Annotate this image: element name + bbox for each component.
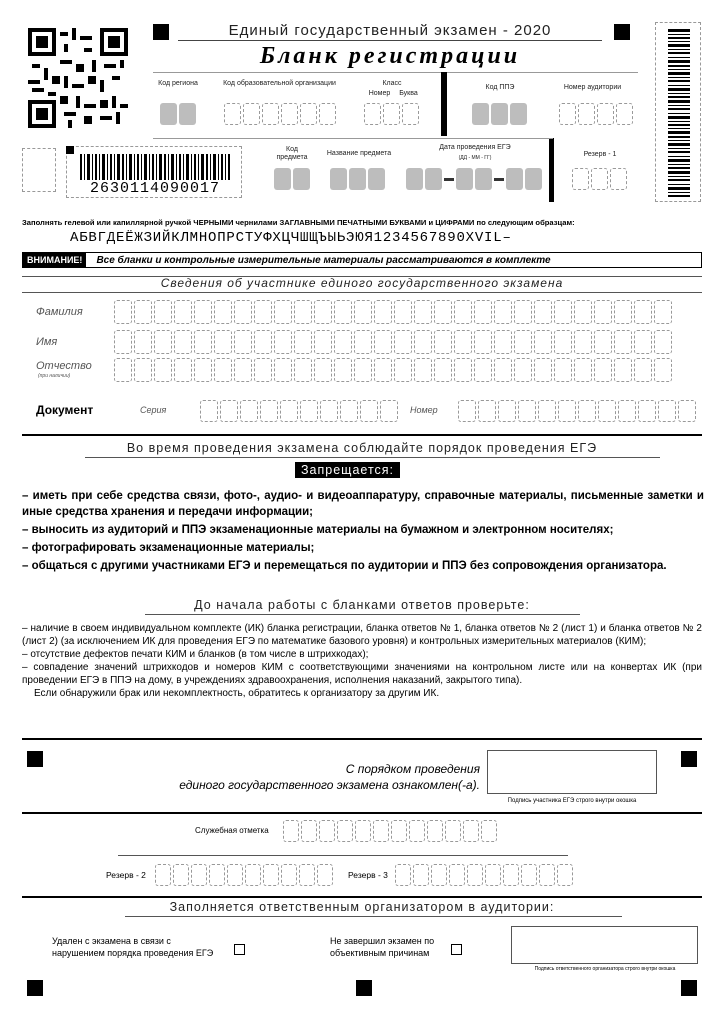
input-cell[interactable] [514, 300, 532, 324]
input-cell[interactable] [534, 330, 552, 354]
input-cell[interactable] [374, 330, 392, 354]
region-code-label: Код региона [158, 80, 198, 87]
input-cell[interactable] [614, 300, 632, 324]
input-cell[interactable] [518, 400, 536, 422]
input-cell[interactable] [445, 820, 461, 842]
input-cell[interactable] [155, 864, 171, 886]
input-cell[interactable] [634, 300, 652, 324]
input-cell[interactable] [431, 864, 447, 886]
page-title: Единый государственный экзамен - 2020 [228, 22, 552, 39]
input-cell[interactable] [485, 864, 501, 886]
reserve-3-label: Резерв - 3 [348, 870, 388, 880]
input-cell[interactable] [294, 358, 312, 382]
organizer-signature-box[interactable] [511, 926, 698, 964]
input-cell[interactable] [467, 864, 483, 886]
input-cell[interactable] [314, 358, 332, 382]
form-subtitle: Бланк регистрации [259, 43, 521, 69]
input-cell[interactable] [494, 330, 512, 354]
room-number-cells [559, 103, 633, 125]
input-cell[interactable] [214, 300, 232, 324]
input-cell[interactable] [521, 864, 537, 886]
input-cell[interactable] [458, 400, 476, 422]
sample-characters: АБВГДЕЁЖЗИЙКЛМНОПРСТУФХЦЧШЩЪЫЬЭЮЯ1234567890XVIL– [70, 230, 512, 246]
corner-marker-bottom-center [356, 980, 372, 996]
check-item: – отсутствие дефектов печати КИМ и бланков (в том числе в штрихкодах); [22, 649, 369, 660]
reserve-1-cells [572, 168, 627, 190]
input-cell[interactable] [413, 864, 429, 886]
room-number-label: Номер аудитории [563, 84, 622, 91]
input-cell[interactable] [174, 330, 192, 354]
surname-cells[interactable] [114, 300, 672, 324]
subject-code-cells [274, 168, 310, 190]
input-cell[interactable] [395, 864, 411, 886]
reserve-2-cells[interactable] [155, 864, 333, 886]
forbidden-label: Запрещается: [295, 462, 400, 478]
forbidden-list [22, 488, 704, 574]
reserve-1-label: Резерв - 1 [583, 151, 617, 158]
input-cell[interactable] [638, 400, 656, 422]
barcode-number: 2630114090017 [89, 180, 221, 197]
input-cell[interactable] [174, 300, 192, 324]
input-cell[interactable] [474, 358, 492, 382]
corner-marker-mid-right [681, 751, 697, 767]
input-cell[interactable] [380, 400, 398, 422]
number-cells[interactable] [458, 400, 696, 422]
input-cell[interactable] [594, 330, 612, 354]
input-cell[interactable] [280, 400, 298, 422]
input-cell[interactable] [474, 330, 492, 354]
input-cell[interactable] [314, 330, 332, 354]
input-cell[interactable] [481, 820, 497, 842]
subject-name-cells [330, 168, 385, 190]
input-cell[interactable] [281, 864, 297, 886]
document-label: Документ [36, 403, 94, 417]
barcode-icon [80, 154, 230, 180]
input-cell[interactable] [578, 400, 596, 422]
input-cell[interactable] [294, 300, 312, 324]
input-cell[interactable] [414, 358, 432, 382]
input-cell[interactable] [134, 358, 152, 382]
corner-marker-bottom-left [27, 980, 43, 996]
input-cell[interactable] [494, 358, 512, 382]
name-label: Имя [36, 336, 58, 348]
corner-marker-bottom-right [681, 980, 697, 996]
input-cell[interactable] [454, 300, 472, 324]
input-cell[interactable] [214, 330, 232, 354]
check-item: – наличие в своем индивидуальном комплекте (ИК) бланка регистрации, бланка ответов № 1, бланка ответов № 2 (лист 1) и бланка ответов № 2 (лист 2) (за исключением ИК для проведения ЕГЭ по математике базового уровня) и контрольных измерительных материалов (КИМ); [22, 623, 702, 647]
organizer-signature-caption: Подпись ответственного организатора строго внутри окошка [534, 966, 676, 972]
input-cell[interactable] [274, 330, 292, 354]
input-cell[interactable] [194, 300, 212, 324]
input-cell[interactable] [300, 400, 318, 422]
input-cell[interactable] [634, 330, 652, 354]
input-cell[interactable] [294, 330, 312, 354]
vertical-barcode [655, 22, 701, 202]
name-cells[interactable] [114, 330, 672, 354]
input-cell[interactable] [434, 358, 452, 382]
input-cell[interactable] [534, 358, 552, 382]
input-cell[interactable] [234, 358, 252, 382]
input-cell[interactable] [209, 864, 225, 886]
input-cell[interactable] [558, 400, 576, 422]
input-cell[interactable] [191, 864, 207, 886]
participant-signature-box[interactable] [487, 750, 657, 794]
input-cell[interactable] [409, 820, 425, 842]
input-cell[interactable] [220, 400, 238, 422]
input-cell[interactable] [654, 330, 672, 354]
corner-marker-mid-left [27, 751, 43, 767]
patronymic-cells[interactable] [114, 358, 672, 382]
input-cell[interactable] [554, 330, 572, 354]
attention-text: Все бланки и контрольные измерительные материалы рассматриваются в комплекте [96, 254, 551, 266]
input-cell[interactable] [594, 300, 612, 324]
check-item: Если обнаружили брак или некомплектность, обратитесь к организатору за другим ИК. [34, 688, 440, 699]
input-cell[interactable] [254, 330, 272, 354]
surname-label: Фамилия [36, 306, 83, 318]
acknowledgement-line1: С порядком проведения [345, 762, 480, 776]
forbidden-item: – выносить из аудиторий и ППЭ экзаменационные материалы на бумажном и электронном носителях; [22, 524, 614, 536]
input-cell[interactable] [354, 358, 372, 382]
organizer-title: Заполняется ответственным организатором в аудитории: [169, 900, 555, 914]
input-cell[interactable] [299, 864, 315, 886]
input-cell[interactable] [355, 820, 371, 842]
forbidden-item: – фотографировать экзаменационные материалы; [22, 542, 315, 554]
participant-section-title: Сведения об участнике единого государственного экзамена [160, 276, 564, 290]
input-cell[interactable] [334, 358, 352, 382]
input-cell[interactable] [194, 330, 212, 354]
input-cell[interactable] [574, 330, 592, 354]
input-cell[interactable] [634, 358, 652, 382]
attention-banner [22, 252, 702, 268]
input-cell[interactable] [173, 864, 189, 886]
input-cell[interactable] [314, 300, 332, 324]
attention-label: ВНИМАНИЕ! [23, 253, 86, 267]
input-cell[interactable] [317, 864, 333, 886]
input-cell[interactable] [478, 400, 496, 422]
input-cell[interactable] [554, 300, 572, 324]
ppe-code-label: Код ППЭ [485, 84, 515, 91]
input-cell[interactable] [245, 864, 261, 886]
input-cell[interactable] [427, 820, 443, 842]
number-label: Номер [410, 405, 438, 415]
exam-date-format: (ДД - ММ - ГГ) [458, 155, 492, 161]
input-cell[interactable] [134, 330, 152, 354]
input-cell[interactable] [274, 300, 292, 324]
check-title: До начала работы с бланками ответов проверьте: [194, 598, 530, 612]
input-cell[interactable] [340, 400, 358, 422]
input-cell[interactable] [474, 300, 492, 324]
input-cell[interactable] [494, 300, 512, 324]
input-cell[interactable] [254, 358, 272, 382]
input-cell[interactable] [539, 864, 555, 886]
series-label: Серия [140, 405, 167, 415]
input-cell[interactable] [414, 300, 432, 324]
input-cell[interactable] [374, 358, 392, 382]
input-cell[interactable] [574, 358, 592, 382]
forbidden-item: – иметь при себе средства связи, фото-, аудио- и видеоаппаратуру, справочные материалы, письменные заметки и иные средства хранения и передачи информации; [22, 490, 704, 518]
series-cells[interactable] [200, 400, 398, 422]
corner-marker-top-left [153, 24, 169, 40]
input-cell[interactable] [594, 358, 612, 382]
input-cell[interactable] [354, 300, 372, 324]
input-cell[interactable] [414, 330, 432, 354]
input-cell[interactable] [391, 820, 407, 842]
input-cell[interactable] [320, 400, 338, 422]
reserve-2-label: Резерв - 2 [106, 870, 146, 880]
input-cell[interactable] [114, 358, 132, 382]
input-cell[interactable] [234, 330, 252, 354]
check-list [22, 622, 702, 700]
input-cell[interactable] [134, 300, 152, 324]
input-cell[interactable] [114, 300, 132, 324]
exam-date-cells [406, 168, 542, 190]
input-cell[interactable] [394, 300, 412, 324]
forbidden-item: – общаться с другими участниками ЕГЭ и перемещаться по аудитории и ППЭ без сопровождения организатора. [22, 560, 667, 572]
not-finished-label: Не завершил экзамен по объективным причинам [330, 936, 435, 958]
fill-rules-text: Заполнять гелевой или капиллярной ручкой ЧЕРНЫМИ чернилами ЗАГЛАВНЫМИ ПЕЧАТНЫМИ БУКВАМИ и ЦИФРАМИ по следующим образцам: [22, 218, 575, 227]
input-cell[interactable] [254, 300, 272, 324]
input-cell[interactable] [260, 400, 278, 422]
input-cell[interactable] [454, 358, 472, 382]
rules-title: Во время проведения экзамена соблюдайте порядок проведения ЕГЭ [126, 441, 598, 455]
input-cell[interactable] [337, 820, 353, 842]
service-mark-cells[interactable] [283, 820, 497, 842]
input-cell[interactable] [394, 330, 412, 354]
input-cell[interactable] [283, 820, 299, 842]
input-cell[interactable] [498, 400, 516, 422]
input-cell[interactable] [334, 300, 352, 324]
input-cell[interactable] [174, 358, 192, 382]
input-cell[interactable] [373, 820, 389, 842]
region-code-cells [160, 103, 196, 125]
exam-date-label: Дата проведения ЕГЭ [439, 144, 511, 151]
input-cell[interactable] [234, 300, 252, 324]
qr-code-icon [28, 28, 128, 128]
input-cell[interactable] [654, 300, 672, 324]
input-cell[interactable] [227, 864, 243, 886]
input-cell[interactable] [334, 330, 352, 354]
qr-reserve-box [22, 148, 56, 192]
input-cell[interactable] [434, 300, 452, 324]
input-cell[interactable] [374, 300, 392, 324]
subject-code-label: Код предмета [276, 146, 308, 161]
check-item: – совпадение значений штрихкодов и номеров КИМ с соответствующими значениями на контрольном листе или на конвертах ИК (при проведении ЕГЭ в ППЭ на дому, в учреждениях здравоохранения, исполнения наказаний, закрытого типа). [22, 662, 702, 686]
input-cell[interactable] [154, 330, 172, 354]
input-cell[interactable] [434, 330, 452, 354]
input-cell[interactable] [301, 820, 317, 842]
participant-signature-caption: Подпись участника ЕГЭ строго внутри окошка [507, 798, 637, 804]
input-cell[interactable] [274, 358, 292, 382]
class-number-label: Номер [368, 90, 391, 97]
class-cells [364, 103, 419, 125]
ppe-code-cells [472, 103, 527, 125]
input-cell[interactable] [538, 400, 556, 422]
patronymic-label: Отчество [36, 360, 92, 372]
input-cell[interactable] [463, 820, 479, 842]
input-cell[interactable] [449, 864, 465, 886]
input-cell[interactable] [354, 330, 372, 354]
subject-name-label: Название предмета [326, 150, 392, 157]
org-code-cells [224, 103, 336, 125]
input-cell[interactable] [614, 358, 632, 382]
input-cell[interactable] [557, 864, 573, 886]
input-cell[interactable] [614, 330, 632, 354]
input-cell[interactable] [618, 400, 636, 422]
input-cell[interactable] [154, 358, 172, 382]
input-cell[interactable] [598, 400, 616, 422]
input-cell[interactable] [319, 820, 335, 842]
class-label: Класс [382, 80, 402, 87]
input-cell[interactable] [534, 300, 552, 324]
input-cell[interactable] [154, 300, 172, 324]
input-cell[interactable] [658, 400, 676, 422]
input-cell[interactable] [514, 330, 532, 354]
removed-checkbox[interactable] [234, 944, 245, 955]
input-cell[interactable] [263, 864, 279, 886]
input-cell[interactable] [360, 400, 378, 422]
input-cell[interactable] [678, 400, 696, 422]
not-finished-checkbox[interactable] [451, 944, 462, 955]
barcode-icon [668, 29, 690, 197]
service-mark-label: Служебная отметка [195, 826, 269, 835]
class-letter-label: Буква [399, 90, 418, 97]
input-cell[interactable] [114, 330, 132, 354]
input-cell[interactable] [574, 300, 592, 324]
input-cell[interactable] [503, 864, 519, 886]
input-cell[interactable] [454, 330, 472, 354]
removed-label: Удален с экзамена в связи с нарушением порядка проведения ЕГЭ [52, 936, 214, 958]
input-cell[interactable] [514, 358, 532, 382]
acknowledgement-line2: единого государственного экзамена ознакомлен(-а). [179, 778, 480, 792]
corner-marker-top-right [614, 24, 630, 40]
patronymic-note: (при наличии) [38, 373, 71, 379]
input-cell[interactable] [214, 358, 232, 382]
input-cell[interactable] [240, 400, 258, 422]
org-code-label: Код образовательной организации [223, 80, 336, 87]
input-cell[interactable] [394, 358, 412, 382]
reserve-3-cells[interactable] [395, 864, 573, 886]
input-cell[interactable] [194, 358, 212, 382]
input-cell[interactable] [654, 358, 672, 382]
input-cell[interactable] [554, 358, 572, 382]
input-cell[interactable] [200, 400, 218, 422]
